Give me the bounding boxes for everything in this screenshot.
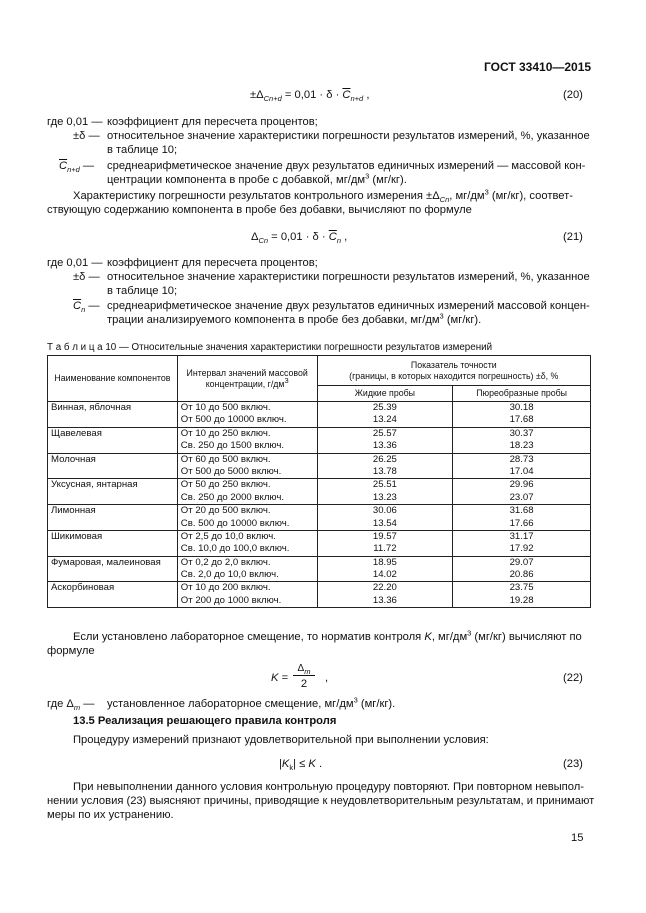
puree-value-1: 29.96	[509, 479, 534, 491]
range-1: От 0,2 до 2,0 включ.	[180, 556, 271, 568]
puree-value-1: 31.17	[509, 530, 534, 542]
cell-component	[48, 402, 178, 428]
cell-liquid	[317, 505, 453, 531]
col-header-components: Наименование компонентов	[48, 356, 178, 402]
range-2: От 500 до 5000 включ.	[180, 465, 282, 477]
component-name: Щавелевая	[51, 427, 102, 439]
cell-interval	[177, 453, 317, 479]
cell-liquid	[317, 582, 453, 608]
def21-cont-2: в таблице 10;	[107, 285, 178, 297]
cell-interval	[177, 582, 317, 608]
component-name: Фумаровая, малеиновая	[51, 556, 161, 568]
liquid-value-2: 13.36	[372, 440, 397, 452]
puree-value-2: 17.66	[509, 517, 534, 529]
puree-value-1: 29.07	[509, 556, 534, 568]
para2-line1: Если установлено лабораторное смещение, то норматив контроля K, $мг/дм^3$ (мг/кг) вычисляют по	[73, 628, 582, 643]
def20-key-3: $\overline{C}_{n+d}$ —	[59, 160, 95, 175]
range-2: Св. 250 до 2000 включ.	[180, 491, 285, 503]
table-row	[48, 556, 591, 582]
range-1: От 60 до 500 включ.	[180, 453, 271, 465]
component-name: Молочная	[51, 453, 96, 465]
equation-23: $|K_k| \le K$ .	[279, 758, 323, 773]
cell-puree	[453, 402, 591, 428]
cell-puree	[453, 453, 591, 479]
liquid-value-2: 13.78	[372, 465, 397, 477]
cell-puree	[453, 427, 591, 453]
equation-22: K = $\Delta_m$ 2 ,	[271, 663, 329, 690]
table-row	[48, 453, 591, 479]
def22-key: где $\Delta_m$ —	[47, 698, 95, 713]
range-1: От 50 до 250 включ.	[180, 479, 271, 491]
range-1: От 10 до 250 включ.	[180, 427, 271, 439]
table-row	[48, 427, 591, 453]
cell-liquid	[317, 402, 453, 428]
cell-interval	[177, 556, 317, 582]
def20-cont-3: центрации компонента в пробе с добавкой, $мг/дм^3$ (мг/кг).	[107, 171, 407, 186]
col-header-accuracy: Показатель точности (границы, в которых находится погрешность) ±δ, %	[317, 356, 590, 386]
cell-component	[48, 582, 178, 608]
col-header-liquid: Жидкие пробы	[317, 386, 453, 402]
para1-line1: Характеристику погрешности результатов контрольного измерения $\pm\Delta_{Cn}$, $мг/дм^3$ (мг/кг), соответ-	[73, 187, 573, 205]
table-caption: Т а б л и ц а 10 — Относительные значения характеристики погрешности результатов измерений	[47, 342, 493, 353]
para4-line2: нении условия (23) выясняют причины, приводящие к неудовлетворительным результатам, и принимают	[47, 795, 595, 807]
puree-value-2: 20.86	[509, 569, 534, 581]
page-number: 15	[571, 832, 584, 844]
range-2: Св. 2,0 до 10,0 включ.	[180, 569, 279, 581]
para3: Процедуру измерений признают удовлетворительной при выполнении условия:	[73, 734, 489, 746]
cell-interval	[177, 479, 317, 505]
table-row	[48, 402, 591, 428]
range-2: От 200 до 1000 включ.	[180, 594, 282, 606]
component-name: Шикимовая	[51, 530, 103, 542]
puree-value-1: 30.37	[509, 427, 534, 439]
liquid-value-2: 13.24	[372, 414, 397, 426]
liquid-value-2: 14.02	[372, 569, 397, 581]
para2-line2: формуле	[47, 645, 95, 657]
standard-header: ГОСТ 33410—2015	[484, 60, 592, 74]
puree-value-2: 19.28	[509, 594, 534, 606]
table-10	[47, 355, 591, 608]
cell-puree	[453, 505, 591, 531]
cell-component	[48, 556, 178, 582]
def21-text-2: относительное значение характеристики погрешности результатов измерений, %, указанное	[107, 271, 590, 283]
range-1: От 10 до 200 включ.	[180, 582, 271, 594]
equation-20: $\pm\Delta_{Cn+d} = 0,01 \cdot \delta \cdot \overline{C}_{n+d}$ ,	[250, 89, 370, 104]
component-name: Винная, яблочная	[51, 402, 132, 413]
liquid-value-1: 22.20	[372, 582, 397, 594]
range-2: Св. 10,0 до 100,0 включ.	[180, 543, 290, 555]
liquid-value-1: 25.57	[372, 427, 397, 439]
para1-line2: ствующую содержанию компонента в пробе без добавки, вычисляют по формуле	[47, 204, 472, 216]
cell-interval	[177, 402, 317, 428]
range-2: Св. 250 до 1500 включ.	[180, 440, 285, 452]
puree-value-1: 31.68	[509, 505, 534, 517]
liquid-value-2: 13.23	[372, 491, 397, 503]
equation-21: $\Delta_{Cn} = 0,01 \cdot \delta \cdot \overline{C}_n$ ,	[251, 231, 348, 246]
col-header-puree: Пюреобразные пробы	[453, 386, 591, 402]
cell-puree	[453, 479, 591, 505]
puree-value-2: 17.68	[509, 414, 534, 426]
cell-component	[48, 479, 178, 505]
range-1: От 10 до 500 включ.	[180, 402, 271, 413]
liquid-value-1: 25.51	[372, 479, 397, 491]
liquid-value-1: 30.06	[372, 505, 397, 517]
puree-value-1: 28.73	[509, 453, 534, 465]
def21-key-1: где 0,01 —	[47, 257, 103, 269]
table-row	[48, 479, 591, 505]
puree-value-1: 23.75	[509, 582, 534, 594]
def20-cont-2: в таблице 10;	[107, 144, 178, 156]
def21-text-3: среднеарифметическое значение двух результатов единичных измерений массовой концен-	[107, 300, 590, 312]
range-2: От 500 до 10000 включ.	[180, 414, 287, 426]
liquid-value-1: 19.57	[372, 530, 397, 542]
puree-value-2: 23.07	[509, 491, 534, 503]
puree-value-1: 30.18	[509, 402, 534, 413]
liquid-value-2: 11.72	[373, 543, 397, 555]
component-name: Лимонная	[51, 505, 96, 517]
def20-text-1: коэффициент для пересчета процентов;	[107, 116, 318, 128]
cell-liquid	[317, 530, 453, 556]
cell-liquid	[317, 479, 453, 505]
puree-value-2: 17.04	[509, 465, 534, 477]
cell-puree	[453, 530, 591, 556]
col-header-interval: Интервал значений массовой концентрации, $г/дм^3$	[177, 356, 317, 402]
equation-20-number: (20)	[563, 89, 583, 101]
cell-component	[48, 530, 178, 556]
cell-interval	[177, 530, 317, 556]
para4-line3: меры по их устранению.	[47, 809, 174, 821]
liquid-value-2: 13.36	[372, 594, 397, 606]
def20-key-2: ±δ —	[73, 130, 100, 142]
def21-text-1: коэффициент для пересчета процентов;	[107, 257, 318, 269]
cell-puree	[453, 582, 591, 608]
cell-puree	[453, 556, 591, 582]
puree-value-2: 17.92	[509, 543, 534, 555]
section-title: 13.5 Реализация решающего правила контроля	[73, 715, 337, 727]
def21-cont-3: трации анализируемого компонента в пробе без добавки, $мг/дм^3$ (мг/кг).	[107, 311, 482, 326]
equation-21-number: (21)	[563, 231, 583, 243]
liquid-value-1: 26.25	[372, 453, 397, 465]
para4-line1: При невыполнении данного условия контрольную процедуру повторяют. При повторном невыпол-	[73, 781, 584, 793]
def20-text-3: среднеарифметическое значение двух результатов единичных измерений — массовой кон-	[107, 160, 586, 172]
cell-interval	[177, 427, 317, 453]
table-row	[48, 505, 591, 531]
def22-text: установленное лабораторное смещение, $мг/дм^3$ (мг/кг).	[107, 695, 396, 710]
cell-component	[48, 427, 178, 453]
def21-key-3: $\overline{C}_n$ —	[73, 300, 100, 315]
range-2: Св. 500 до 10000 включ.	[180, 517, 290, 529]
cell-liquid	[317, 427, 453, 453]
cell-interval	[177, 505, 317, 531]
def20-text-2: относительное значение характеристики погрешности результатов измерений, %, указанное	[107, 130, 590, 142]
def20-key-1: где 0,01 —	[47, 116, 103, 128]
component-name: Аскорбиновая	[51, 582, 115, 594]
table-row	[48, 530, 591, 556]
cell-liquid	[317, 556, 453, 582]
cell-component	[48, 453, 178, 479]
liquid-value-1: 25.39	[372, 402, 397, 413]
def21-key-2: ±δ —	[73, 271, 100, 283]
puree-value-2: 18.23	[509, 440, 534, 452]
equation-23-number: (23)	[563, 758, 583, 770]
range-1: От 20 до 500 включ.	[180, 505, 271, 517]
liquid-value-2: 13.54	[372, 517, 397, 529]
range-1: От 2,5 до 10,0 включ.	[180, 530, 276, 542]
cell-component	[48, 505, 178, 531]
equation-22-number: (22)	[563, 672, 583, 684]
table-row	[48, 582, 591, 608]
liquid-value-1: 18.95	[372, 556, 397, 568]
cell-liquid	[317, 453, 453, 479]
component-name: Уксусная, янтарная	[51, 479, 138, 491]
